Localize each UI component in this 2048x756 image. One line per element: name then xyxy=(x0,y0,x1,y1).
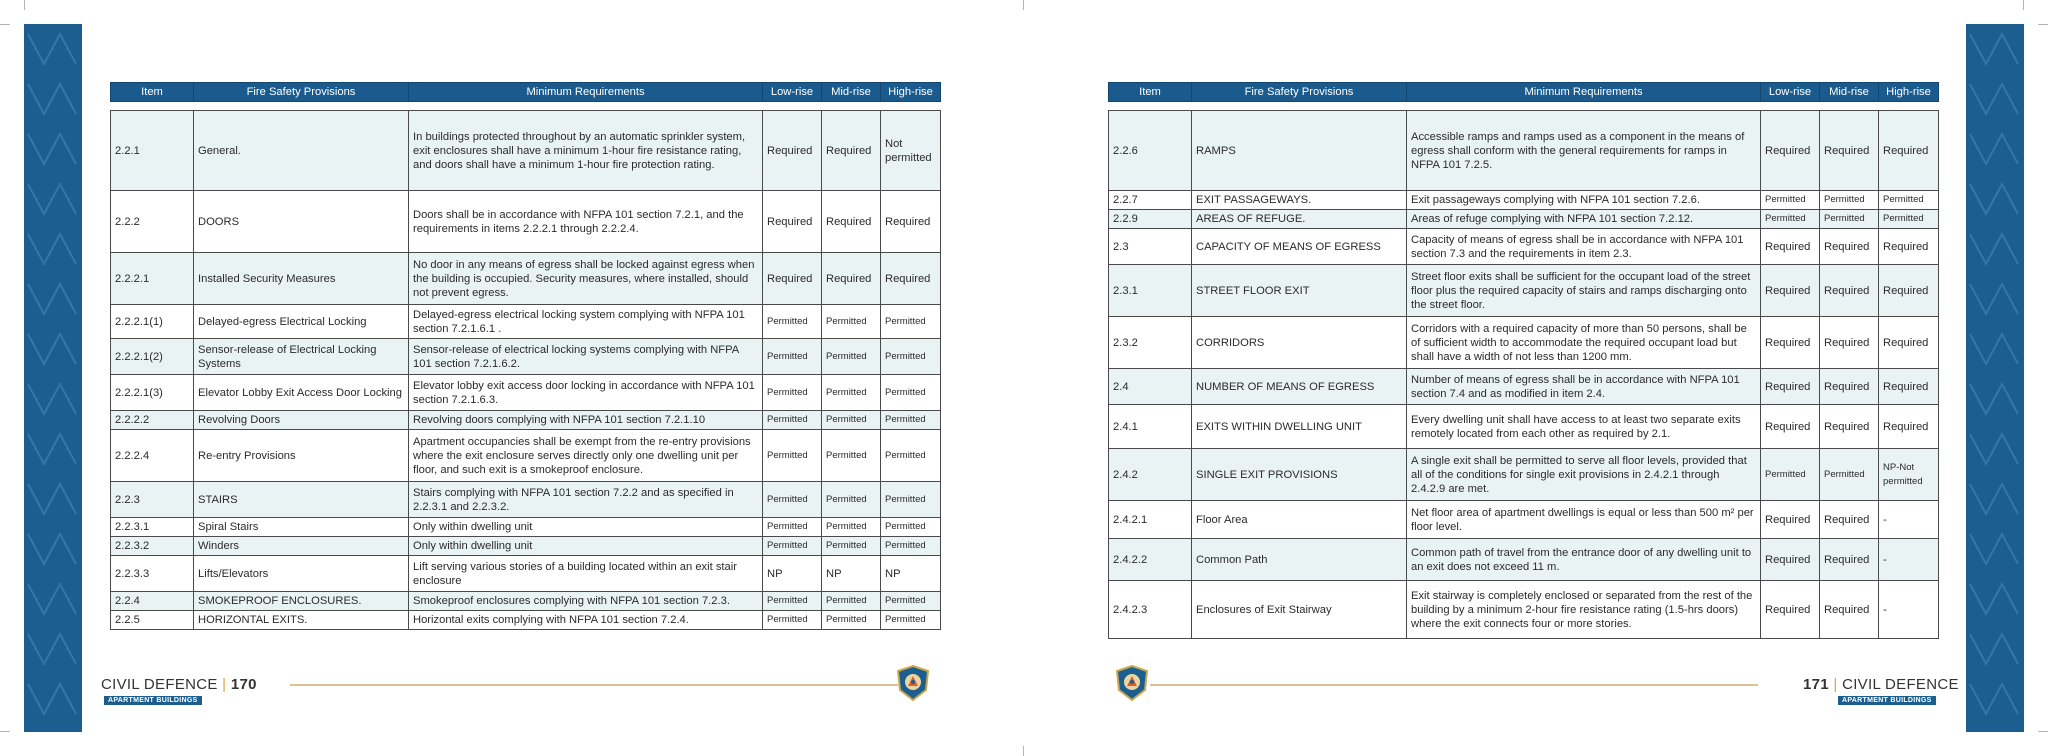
table-row xyxy=(1109,210,1939,229)
provision-cell: Floor Area xyxy=(1192,501,1407,539)
provision-cell: Revolving Doors xyxy=(194,411,409,430)
mid-rise-cell: Required xyxy=(822,253,881,305)
high-rise-cell: NP xyxy=(881,556,941,592)
high-rise-cell: Permitted xyxy=(881,430,941,482)
mid-rise-cell: Required xyxy=(1820,111,1879,191)
mid-rise-cell: Required xyxy=(1820,539,1879,581)
header-high-rise: High-rise xyxy=(881,83,941,102)
high-rise-cell: Required xyxy=(1879,405,1939,449)
high-rise-cell: NP-Not permitted xyxy=(1879,449,1939,501)
requirement-cell: Exit passageways complying with NFPA 101 section 7.2.6. xyxy=(1407,191,1761,210)
footer-right-subtitle: APARTMENT BUILDINGS xyxy=(1838,696,1936,705)
crop-mark xyxy=(24,0,25,10)
table-row xyxy=(1109,229,1939,265)
provision-cell: SINGLE EXIT PROVISIONS xyxy=(1192,449,1407,501)
requirement-cell: Corridors with a required capacity of more than 50 persons, shall be of sufficient width to accommodate the required occupant load but shall have a width of not less than 1200 mm. xyxy=(1407,317,1761,369)
low-rise-cell: Permitted xyxy=(1761,449,1820,501)
provision-cell: SMOKEPROOF ENCLOSURES. xyxy=(194,592,409,611)
table-row xyxy=(1109,191,1939,210)
provision-cell: NUMBER OF MEANS OF EGRESS xyxy=(1192,369,1407,405)
footer-rule-right xyxy=(1150,684,1758,686)
item-cell: 2.4 xyxy=(1109,369,1192,405)
table-row xyxy=(111,537,941,556)
high-rise-cell: Permitted xyxy=(881,482,941,518)
provision-cell: RAMPS xyxy=(1192,111,1407,191)
low-rise-cell: Permitted xyxy=(763,430,822,482)
low-rise-cell: Permitted xyxy=(763,339,822,375)
requirement-cell: Revolving doors complying with NFPA 101 section 7.2.1.10 xyxy=(409,411,763,430)
high-rise-cell: Permitted xyxy=(881,411,941,430)
high-rise-cell: - xyxy=(1879,581,1939,639)
item-cell: 2.2.7 xyxy=(1109,191,1192,210)
item-cell: 2.2.3 xyxy=(111,482,194,518)
table-row xyxy=(111,305,941,339)
mid-rise-cell: Permitted xyxy=(822,411,881,430)
left-decorative-band xyxy=(24,24,82,732)
low-rise-cell: Required xyxy=(763,253,822,305)
table-row xyxy=(111,556,941,592)
provision-cell: Spiral Stairs xyxy=(194,518,409,537)
low-rise-cell: Permitted xyxy=(763,592,822,611)
item-cell: 2.3.1 xyxy=(1109,265,1192,317)
requirement-cell: Only within dwelling unit xyxy=(409,537,763,556)
low-rise-cell: Required xyxy=(1761,265,1820,317)
low-rise-cell: Required xyxy=(1761,317,1820,369)
requirement-cell: Areas of refuge complying with NFPA 101 section 7.2.12. xyxy=(1407,210,1761,229)
mid-rise-cell: Required xyxy=(1820,317,1879,369)
low-rise-cell: NP xyxy=(763,556,822,592)
mid-rise-cell: Permitted xyxy=(822,592,881,611)
mid-rise-cell: Required xyxy=(1820,405,1879,449)
item-cell: 2.4.2.1 xyxy=(1109,501,1192,539)
table-row xyxy=(1109,317,1939,369)
low-rise-cell: Permitted xyxy=(763,305,822,339)
mid-rise-cell: Required xyxy=(1820,501,1879,539)
provision-cell: General. xyxy=(194,111,409,191)
mid-rise-cell: Permitted xyxy=(1820,191,1879,210)
low-rise-cell: Permitted xyxy=(763,518,822,537)
low-rise-cell: Permitted xyxy=(763,482,822,518)
mid-rise-cell: Required xyxy=(1820,265,1879,317)
requirement-cell: Horizontal exits complying with NFPA 101 section 7.2.4. xyxy=(409,611,763,630)
table-header-row xyxy=(1109,83,1939,102)
requirement-cell: Accessible ramps and ramps used as a component in the means of egress shall conform with the general requirements for ramps in NFPA 101 7.2.5. xyxy=(1407,111,1761,191)
header-item: Item xyxy=(111,83,194,102)
footer-separator: | xyxy=(222,676,227,693)
low-rise-cell: Required xyxy=(1761,111,1820,191)
high-rise-cell: Permitted xyxy=(881,592,941,611)
requirement-cell: In buildings protected throughout by an automatic sprinkler system, exit enclosures shall have a minimum 1-hour fire resistance rating, and doors shall have a minimum 1-hour fire protection rating. xyxy=(409,111,763,191)
footer-right-title xyxy=(1803,676,1959,693)
header-low-rise: Low-rise xyxy=(763,83,822,102)
low-rise-cell: Required xyxy=(763,191,822,253)
high-rise-cell: Required xyxy=(1879,369,1939,405)
mid-rise-cell: Required xyxy=(822,111,881,191)
item-cell: 2.2.2 xyxy=(111,191,194,253)
high-rise-cell: Permitted xyxy=(1879,210,1939,229)
item-cell: 2.2.1 xyxy=(111,111,194,191)
requirement-cell: Common path of travel from the entrance door of any dwelling unit to an exit does not exceed 11 m. xyxy=(1407,539,1761,581)
mid-rise-cell: Permitted xyxy=(822,518,881,537)
table-row xyxy=(111,111,941,191)
low-rise-cell: Required xyxy=(1761,539,1820,581)
header-provision: Fire Safety Provisions xyxy=(194,83,409,102)
high-rise-cell: Required xyxy=(881,253,941,305)
mid-rise-cell: Permitted xyxy=(822,375,881,411)
header-requirements: Minimum Requirements xyxy=(409,83,763,102)
item-cell: 2.4.1 xyxy=(1109,405,1192,449)
requirement-cell: Exit stairway is completely enclosed or separated from the rest of the building by a minimum 2-hour fire resistance rating (1.5-hrs doors) where the exit connects four or more stories. xyxy=(1407,581,1761,639)
crop-mark xyxy=(0,731,10,732)
page-number: 171 xyxy=(1803,676,1829,693)
item-cell: 2.4.2.3 xyxy=(1109,581,1192,639)
footer-brand: CIVIL DEFENCE xyxy=(1842,676,1959,693)
provision-cell: Installed Security Measures xyxy=(194,253,409,305)
item-cell: 2.2.2.1(1) xyxy=(111,305,194,339)
requirement-cell: Net floor area of apartment dwellings is equal or less than 500 m² per floor level. xyxy=(1407,501,1761,539)
item-cell: 2.2.4 xyxy=(111,592,194,611)
provision-cell: STREET FLOOR EXIT xyxy=(1192,265,1407,317)
high-rise-cell: Required xyxy=(1879,229,1939,265)
mid-rise-cell: Permitted xyxy=(822,305,881,339)
item-cell: 2.3.2 xyxy=(1109,317,1192,369)
item-cell: 2.2.9 xyxy=(1109,210,1192,229)
requirement-cell: No door in any means of egress shall be locked against egress when the building is occupied. Security measures, where installed, should not prevent egress. xyxy=(409,253,763,305)
low-rise-cell: Required xyxy=(763,111,822,191)
high-rise-cell: - xyxy=(1879,539,1939,581)
mid-rise-cell: Permitted xyxy=(822,611,881,630)
header-provision: Fire Safety Provisions xyxy=(1192,83,1407,102)
item-cell: 2.2.3.2 xyxy=(111,537,194,556)
table-row xyxy=(1109,369,1939,405)
requirement-cell: Doors shall be in accordance with NFPA 101 section 7.2.1, and the requirements in items 2.2.2.1 through 2.2.2.4. xyxy=(409,191,763,253)
provision-cell: CAPACITY OF MEANS OF EGRESS xyxy=(1192,229,1407,265)
mid-rise-cell: NP xyxy=(822,556,881,592)
provision-cell: HORIZONTAL EXITS. xyxy=(194,611,409,630)
table-row xyxy=(111,482,941,518)
requirement-cell: Delayed-egress electrical locking system complying with NFPA 101 section 7.2.1.6.1 . xyxy=(409,305,763,339)
item-cell: 2.2.2.1(2) xyxy=(111,339,194,375)
requirement-cell: Smokeproof enclosures complying with NFPA 101 section 7.2.3. xyxy=(409,592,763,611)
crop-mark xyxy=(1023,746,1024,756)
item-cell: 2.2.2.1 xyxy=(111,253,194,305)
high-rise-cell: Permitted xyxy=(881,518,941,537)
footer-rule-left xyxy=(290,684,898,686)
low-rise-cell: Permitted xyxy=(1761,210,1820,229)
high-rise-cell: Permitted xyxy=(881,339,941,375)
civil-defence-emblem-icon xyxy=(896,664,930,702)
low-rise-cell: Required xyxy=(1761,369,1820,405)
requirement-cell: Number of means of egress shall be in accordance with NFPA 101 section 7.4 and as modified in item 2.4. xyxy=(1407,369,1761,405)
page-number: 170 xyxy=(230,676,257,693)
left-provisions-table xyxy=(110,82,941,630)
high-rise-cell: Not permitted xyxy=(881,111,941,191)
provision-cell: Re-entry Provisions xyxy=(194,430,409,482)
table-header-row xyxy=(111,83,941,102)
item-cell: 2.2.3.3 xyxy=(111,556,194,592)
right-decorative-band xyxy=(1966,24,2024,732)
requirement-cell: Sensor-release of electrical locking systems complying with NFPA 101 section 7.2.1.6.2. xyxy=(409,339,763,375)
requirement-cell: Every dwelling unit shall have access to at least two separate exits remotely located from each other as required by 2.1. xyxy=(1407,405,1761,449)
header-requirements: Minimum Requirements xyxy=(1407,83,1761,102)
item-cell: 2.4.2.2 xyxy=(1109,539,1192,581)
requirement-cell: Street floor exits shall be sufficient for the occupant load of the street floor plus the required capacity of stairs and ramps discharging onto the street floor. xyxy=(1407,265,1761,317)
table-row xyxy=(111,430,941,482)
table-row xyxy=(1109,539,1939,581)
high-rise-cell: Permitted xyxy=(881,537,941,556)
crop-mark xyxy=(2023,0,2024,10)
high-rise-cell: Required xyxy=(1879,265,1939,317)
high-rise-cell: Permitted xyxy=(881,305,941,339)
high-rise-cell: Permitted xyxy=(1879,191,1939,210)
provision-cell: Elevator Lobby Exit Access Door Locking xyxy=(194,375,409,411)
table-row xyxy=(111,592,941,611)
low-rise-cell: Required xyxy=(1761,405,1820,449)
low-rise-cell: Required xyxy=(1761,229,1820,265)
mid-rise-cell: Required xyxy=(1820,229,1879,265)
table-row xyxy=(111,339,941,375)
high-rise-cell: Required xyxy=(1879,317,1939,369)
provision-cell: Enclosures of Exit Stairway xyxy=(1192,581,1407,639)
item-cell: 2.2.2.2 xyxy=(111,411,194,430)
mid-rise-cell: Permitted xyxy=(822,482,881,518)
table-row xyxy=(1109,111,1939,191)
header-low-rise: Low-rise xyxy=(1761,83,1820,102)
table-row xyxy=(111,375,941,411)
low-rise-cell: Permitted xyxy=(763,411,822,430)
high-rise-cell: Permitted xyxy=(881,375,941,411)
item-cell: 2.2.2.1(3) xyxy=(111,375,194,411)
provision-cell: Lifts/Elevators xyxy=(194,556,409,592)
civil-defence-emblem-icon xyxy=(1115,664,1149,702)
footer-brand: CIVIL DEFENCE xyxy=(101,676,218,693)
header-item: Item xyxy=(1109,83,1192,102)
requirement-cell: Stairs complying with NFPA 101 section 7.2.2 and as specified in 2.2.3.1 and 2.2.3.2. xyxy=(409,482,763,518)
high-rise-cell: Permitted xyxy=(881,611,941,630)
mid-rise-cell: Permitted xyxy=(1820,210,1879,229)
mid-rise-cell: Permitted xyxy=(822,430,881,482)
header-mid-rise: Mid-rise xyxy=(822,83,881,102)
low-rise-cell: Required xyxy=(1761,581,1820,639)
crop-mark xyxy=(2038,731,2048,732)
provision-cell: Winders xyxy=(194,537,409,556)
item-cell: 2.4.2 xyxy=(1109,449,1192,501)
table-row xyxy=(111,518,941,537)
high-rise-cell: Required xyxy=(1879,111,1939,191)
table-row xyxy=(111,191,941,253)
low-rise-cell: Permitted xyxy=(763,611,822,630)
requirement-cell: Apartment occupancies shall be exempt from the re-entry provisions where the exit enclosure serves directly only one dwelling unit per floor, and such exit is a smokeproof enclosure. xyxy=(409,430,763,482)
provision-cell: AREAS OF REFUGE. xyxy=(1192,210,1407,229)
table-row xyxy=(1109,405,1939,449)
mid-rise-cell: Required xyxy=(822,191,881,253)
requirement-cell: A single exit shall be permitted to serve all floor levels, provided that all of the conditions for single exit provisions in 2.4.2.1 through 2.4.2.9 are met. xyxy=(1407,449,1761,501)
footer-left-subtitle: APARTMENT BUILDINGS xyxy=(104,696,202,705)
table-row xyxy=(111,611,941,630)
provision-cell: DOORS xyxy=(194,191,409,253)
requirement-cell: Lift serving various stories of a building located within an exit stair enclosure xyxy=(409,556,763,592)
high-rise-cell: - xyxy=(1879,501,1939,539)
mid-rise-cell: Required xyxy=(1820,369,1879,405)
provision-cell: CORRIDORS xyxy=(1192,317,1407,369)
provision-cell: STAIRS xyxy=(194,482,409,518)
requirement-cell: Elevator lobby exit access door locking in accordance with NFPA 101 section 7.2.1.6.3. xyxy=(409,375,763,411)
provision-cell: Common Path xyxy=(1192,539,1407,581)
mid-rise-cell: Permitted xyxy=(822,537,881,556)
footer-separator: | xyxy=(1833,676,1838,693)
mid-rise-cell: Permitted xyxy=(1820,449,1879,501)
item-cell: 2.2.2.4 xyxy=(111,430,194,482)
crop-mark xyxy=(0,24,10,25)
provision-cell: EXITS WITHIN DWELLING UNIT xyxy=(1192,405,1407,449)
table-row xyxy=(111,253,941,305)
mid-rise-cell: Permitted xyxy=(822,339,881,375)
item-cell: 2.2.6 xyxy=(1109,111,1192,191)
header-high-rise: High-rise xyxy=(1879,83,1939,102)
table-row xyxy=(1109,265,1939,317)
right-provisions-table xyxy=(1108,82,1939,639)
item-cell: 2.3 xyxy=(1109,229,1192,265)
header-mid-rise: Mid-rise xyxy=(1820,83,1879,102)
crop-mark xyxy=(2038,24,2048,25)
table-row xyxy=(1109,581,1939,639)
table-row xyxy=(1109,449,1939,501)
footer-left-title xyxy=(101,676,257,693)
provision-cell: Sensor-release of Electrical Locking Systems xyxy=(194,339,409,375)
item-cell: 2.2.5 xyxy=(111,611,194,630)
crop-mark xyxy=(1023,0,1024,10)
table-row xyxy=(1109,501,1939,539)
table-row xyxy=(111,411,941,430)
provision-cell: EXIT PASSAGEWAYS. xyxy=(1192,191,1407,210)
mid-rise-cell: Required xyxy=(1820,581,1879,639)
low-rise-cell: Permitted xyxy=(1761,191,1820,210)
item-cell: 2.2.3.1 xyxy=(111,518,194,537)
low-rise-cell: Permitted xyxy=(763,537,822,556)
high-rise-cell: Required xyxy=(881,191,941,253)
requirement-cell: Capacity of means of egress shall be in accordance with NFPA 101 section 7.3 and the requirements in item 2.3. xyxy=(1407,229,1761,265)
low-rise-cell: Required xyxy=(1761,501,1820,539)
provision-cell: Delayed-egress Electrical Locking xyxy=(194,305,409,339)
requirement-cell: Only within dwelling unit xyxy=(409,518,763,537)
low-rise-cell: Permitted xyxy=(763,375,822,411)
